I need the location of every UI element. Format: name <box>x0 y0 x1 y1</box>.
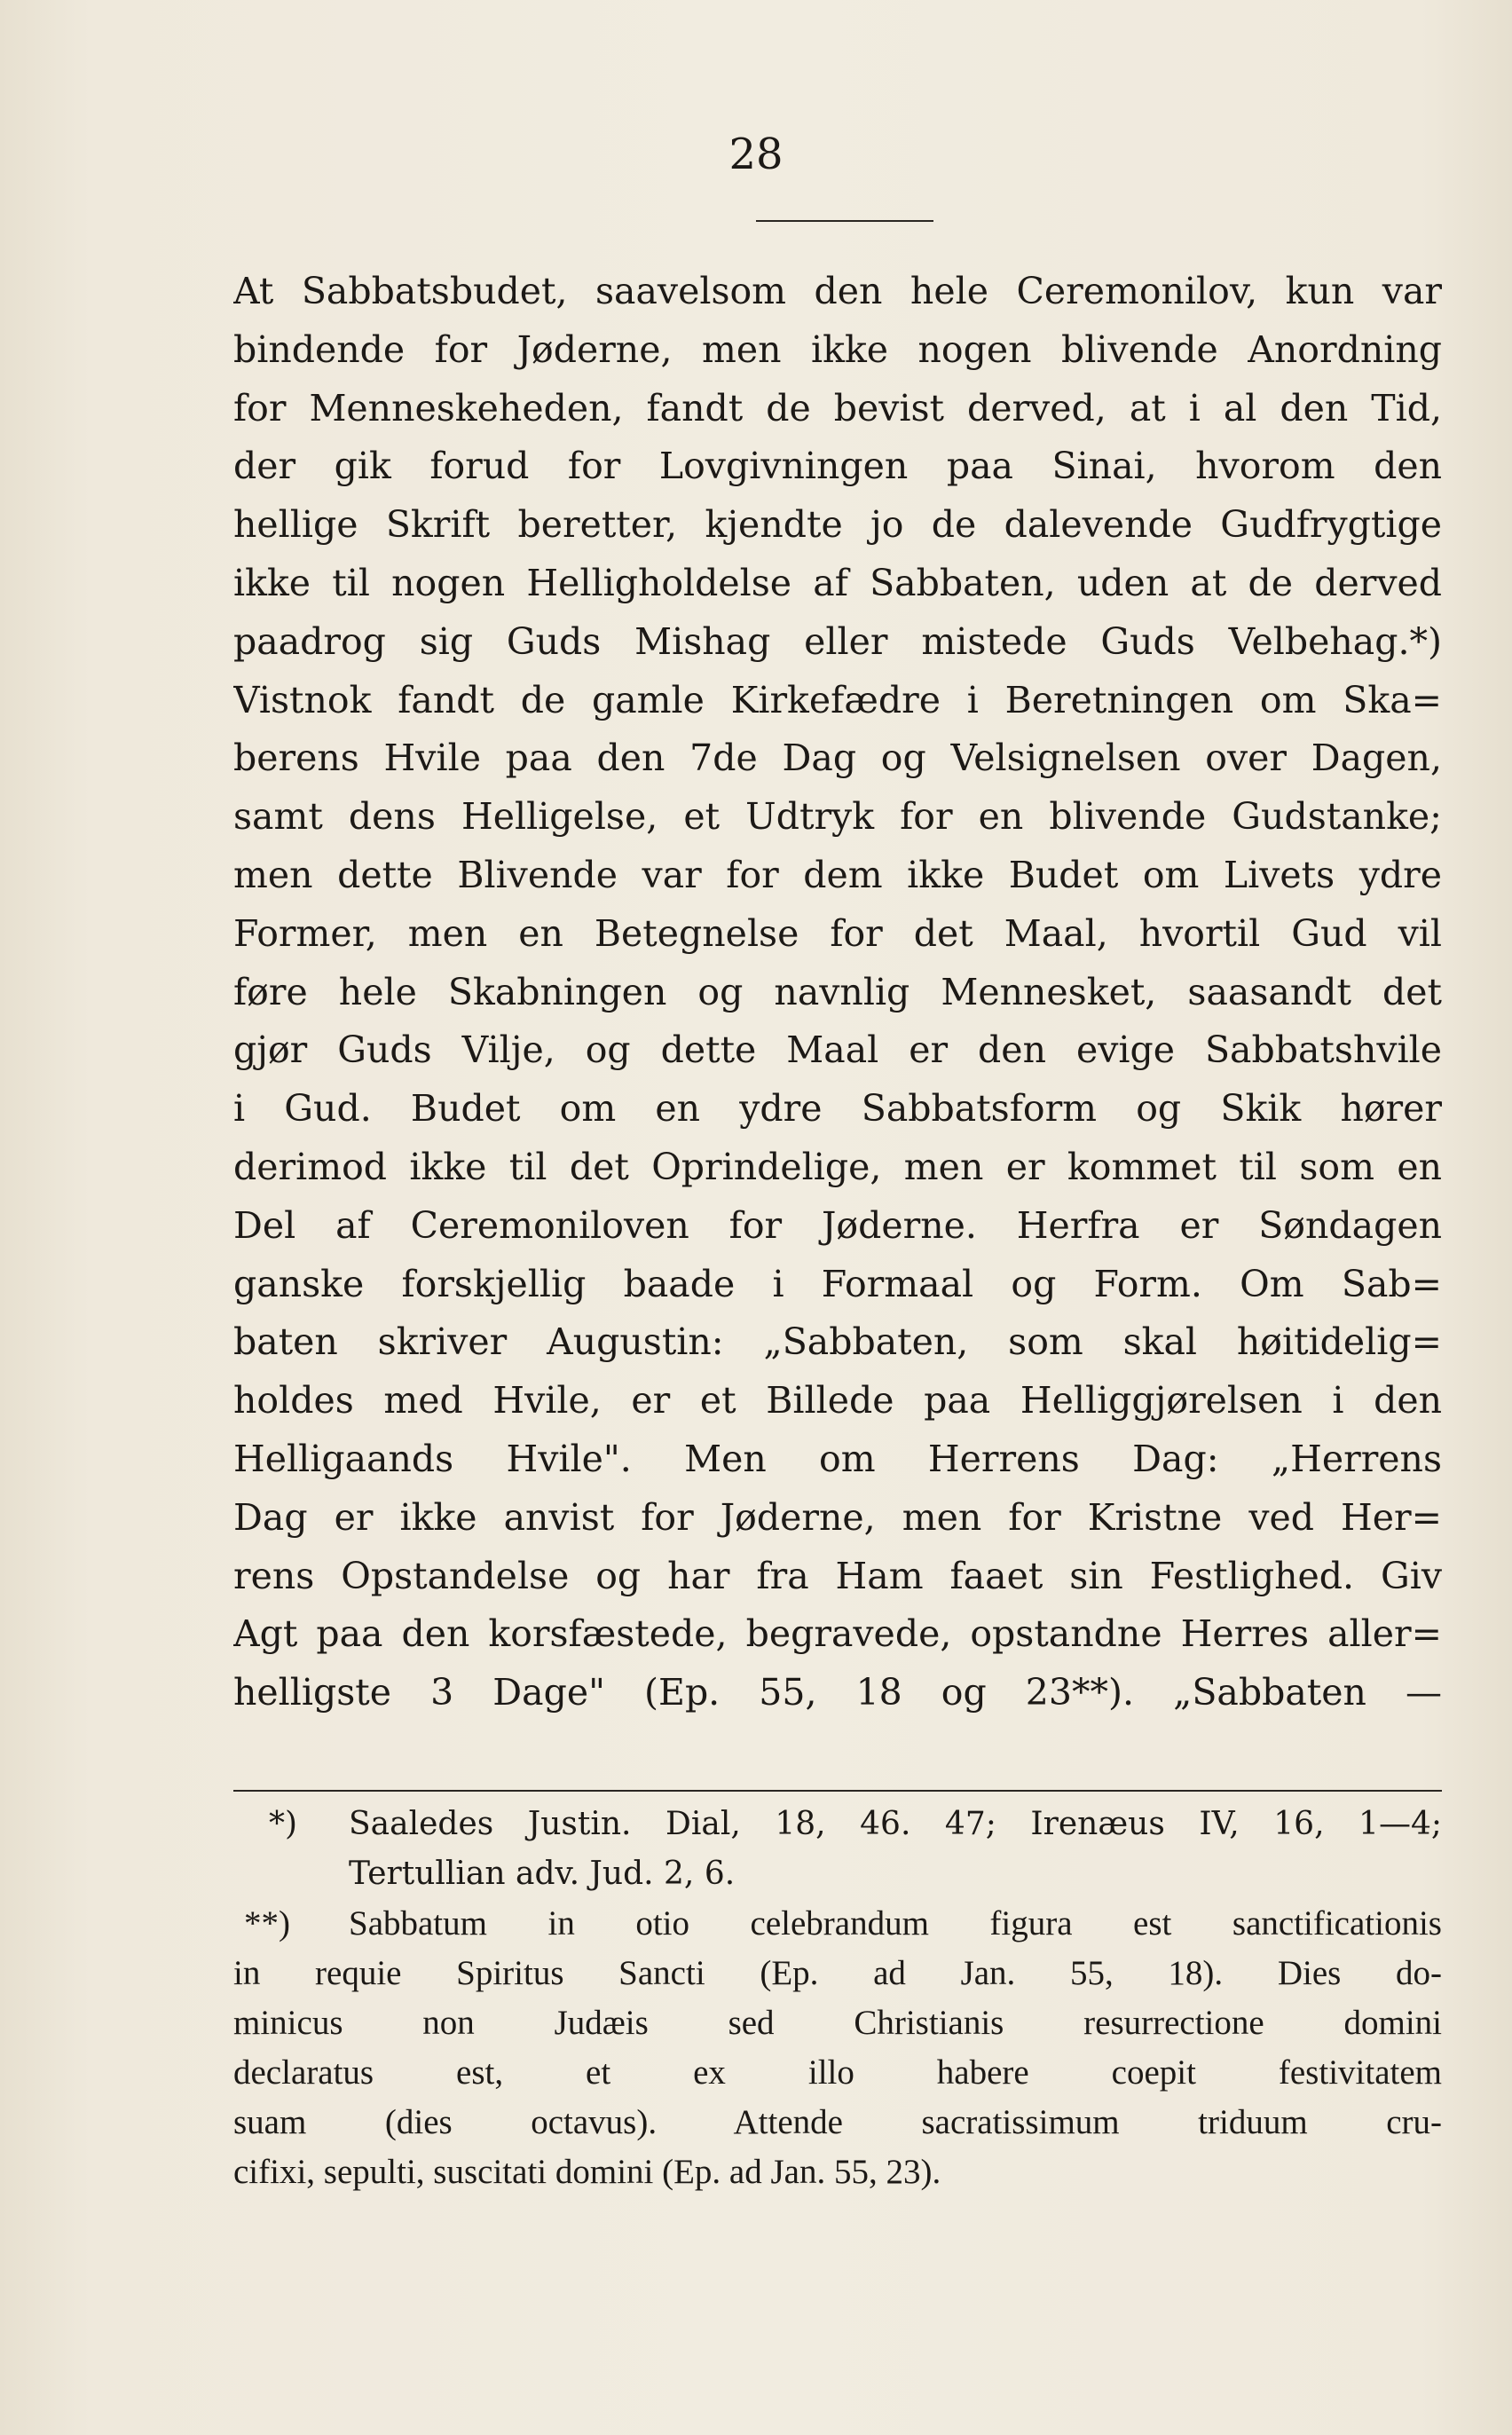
text-line: paadrog sig Guds Mishag eller mistede Guds Velbehag.*) <box>233 619 1442 663</box>
text-line: rens Opstandelse og har fra Ham faaet sin Festlighed. Giv <box>233 1554 1442 1597</box>
footnote-1 <box>233 1800 1442 1899</box>
text-line: føre hele Skabningen og navnlig Mennesket, saasandt det <box>233 970 1442 1013</box>
text-line: i Gud. Budet om en ydre Sabbatsform og Skik hører <box>233 1087 1442 1131</box>
footnote-2 <box>233 1899 1442 2197</box>
text-line: helligste 3 Dage" (Ep. 55, 18 og 23**). „Sabbaten — <box>233 1671 1442 1714</box>
text-line: At Sabbatsbudet, saavelsom den hele Ceremonilov, kun var <box>233 270 1442 312</box>
text-line: Del af Ceremoniloven for Jøderne. Herfra er Søndagen <box>233 1203 1442 1247</box>
text-line: men dette Blivende var for dem ikke Budet om Livets ydre <box>233 853 1442 896</box>
text-line: for Menneskeheden, fandt de bevist derved, at i al den Tid, <box>233 386 1442 429</box>
body-text <box>233 263 1442 1722</box>
text-line: baten skriver Augustin: „Sabbaten, som skal høitidelig= <box>233 1320 1442 1364</box>
footnotes <box>233 1800 1442 2197</box>
text-line: berens Hvile paa den 7de Dag og Velsignelsen over Dagen, <box>233 737 1442 780</box>
text-line: derimod ikke til det Oprindelige, men er kommet til som en <box>233 1145 1442 1188</box>
footnote-line: cifixi, sepulti, suscitati domini (Ep. ad Jan. 55, 23). <box>233 2153 941 2191</box>
footnote-line: Saaledes Justin. Dial, 18, 46. 47; Irenæus IV, 16, 1—4; <box>349 1806 1442 1842</box>
text-line: ikke til nogen Helligholdelse af Sabbaten, uden at de derved <box>233 561 1442 604</box>
text-line: ganske forskjellig baade i Formaal og Form. Om Sab= <box>233 1262 1442 1305</box>
footnote-line: declaratus est, et ex illo habere coepit festivitatem <box>233 2053 1442 2092</box>
text-line: Agt paa den korsfæstede, begravede, opstandne Herres aller= <box>233 1612 1442 1656</box>
footnote-mark: **) <box>244 1904 290 1942</box>
footnote-line: in requie Spiritus Sancti (Ep. ad Jan. 55, 18). Dies do- <box>233 1954 1442 1992</box>
footnote-line: Sabbatum in otio celebrandum figura est sanctificationis <box>349 1904 1442 1942</box>
footnote-line: suam (dies octavus). Attende sacratissimum triduum cru- <box>233 2103 1442 2141</box>
text-line: bindende for Jøderne, men ikke nogen blivende Anordning <box>233 327 1442 371</box>
footnote-mark: *) <box>269 1806 298 1842</box>
text-line: hellige Skrift beretter, kjendte jo de dalevende Gudfrygtige <box>233 503 1442 547</box>
text-line: Dag er ikke anvist for Jøderne, men for Kristne ved Her= <box>233 1495 1442 1539</box>
page-number-rule <box>756 220 933 222</box>
text-line: Vistnok fandt de gamle Kirkefædre i Beretningen om Ska= <box>233 678 1442 721</box>
footnote-line: minicus non Judæis sed Christianis resurrectione domini <box>233 2004 1442 2042</box>
text-line: der gik forud for Lovgivningen paa Sinai, hvorom den <box>233 445 1442 488</box>
text-line: gjør Guds Vilje, og dette Maal er den evige Sabbatshvile <box>233 1028 1442 1072</box>
text-line: holdes med Hvile, er et Billede paa Helliggjørelsen i den <box>233 1379 1442 1422</box>
footnote-line: Tertullian adv. Jud. 2, 6. <box>349 1856 736 1892</box>
page-number: 28 <box>728 130 784 179</box>
text-end-underline <box>233 1790 1442 1792</box>
text-line: Helligaands Hvile". Men om Herrens Dag: „Herrens <box>233 1437 1442 1480</box>
text-line: samt dens Helligelse, et Udtryk for en blivende Gudstanke; <box>233 795 1442 839</box>
text-line: Former, men en Betegnelse for det Maal, hvortil Gud vil <box>233 911 1442 955</box>
